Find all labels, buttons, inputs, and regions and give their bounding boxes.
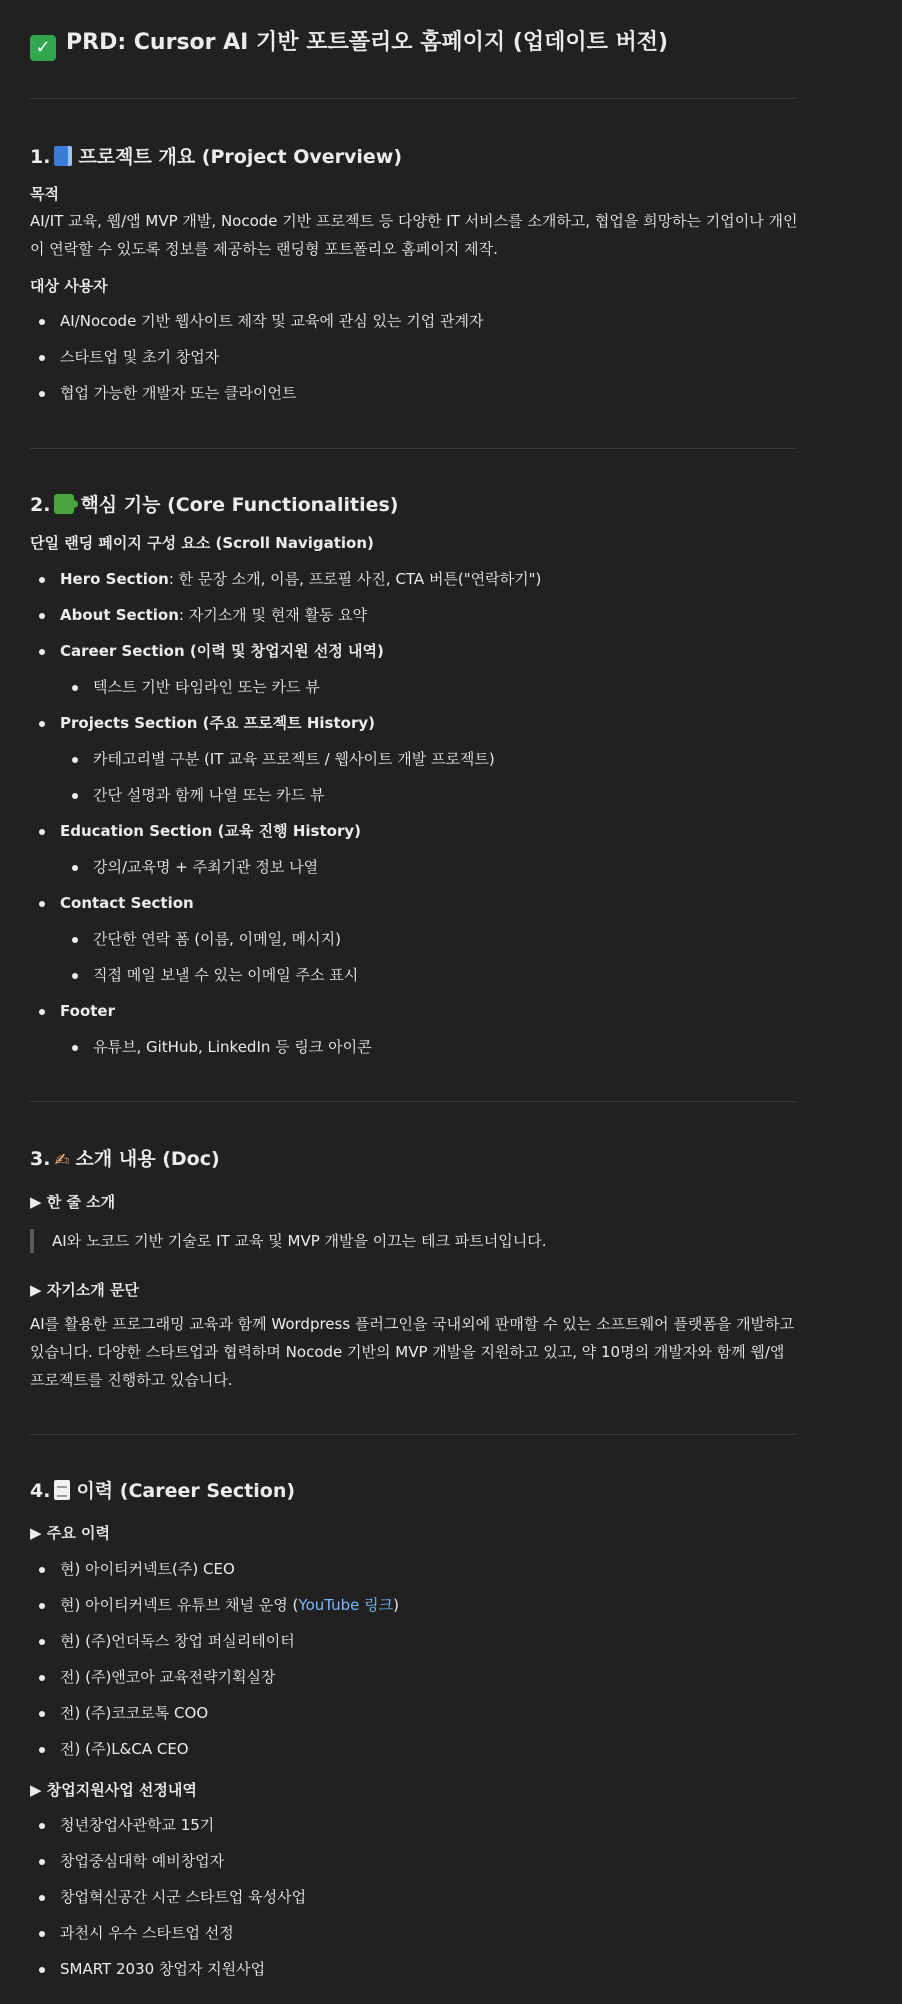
list-item: 강의/교육명 + 주최기관 정보 나열 xyxy=(93,855,318,879)
intro-label: ▶ 자기소개 문단 xyxy=(30,1281,139,1299)
landing-components-label: 단일 랜딩 페이지 구성 요소 (Scroll Navigation) xyxy=(30,534,374,552)
section-heading-career: 4. 이력 (Career Section) xyxy=(30,1480,296,1502)
list-item: 간단한 연락 폼 (이름, 이메일, 메시지) xyxy=(93,927,341,951)
list-item: 창업중심대학 예비창업자 xyxy=(60,1849,224,1873)
list-item: 협업 가능한 개발자 또는 클라이언트 xyxy=(60,381,296,405)
youtube-link[interactable]: YouTube 링크 xyxy=(298,1596,394,1614)
check-mark-icon: ✓ xyxy=(30,35,56,61)
puzzle-piece-icon xyxy=(54,494,74,514)
page-document-icon xyxy=(54,1480,70,1500)
list-item: Footer xyxy=(60,999,115,1023)
list-item: 카테고리별 구분 (IT 교육 프로젝트 / 웹사이트 개발 프로젝트) xyxy=(93,747,495,771)
divider xyxy=(30,448,796,449)
intro-paragraph: AI를 활용한 프로그래밍 교육과 함께 Wordpress 플러그인을 국내외에 판매할 수 있는 소프트웨어 플랫폼을 개발하고 있습니다. 다양한 스타트업과 협력하며 Nocode 기반의 MVP 개발을 지원하고 있고, 약 10명의 개발자와 함께 웹/앱 프로젝트를 진행하고 있습니다. xyxy=(30,1315,795,1389)
list-item: 스타트업 및 초기 창업자 xyxy=(60,345,219,369)
section-heading-overview: 1. 프로젝트 개요 (Project Overview) xyxy=(30,146,403,168)
section-heading-core: 2. 핵심 기능 (Core Functionalities) xyxy=(30,494,399,516)
list-item: 과천시 우수 스타트업 선정 xyxy=(60,1921,234,1945)
blue-book-icon xyxy=(54,146,72,166)
divider xyxy=(30,1434,796,1435)
divider xyxy=(30,1101,796,1102)
oneline-quote: AI와 노코드 기반 기술로 IT 교육 및 MVP 개발을 이끄는 테크 파트너입니다. xyxy=(52,1232,547,1250)
support-label: ▶ 창업지원사업 선정내역 xyxy=(30,1781,197,1799)
page-title: ✓ PRD: Cursor AI 기반 포트폴리오 홈페이지 (업데이트 버전) xyxy=(30,25,668,61)
list-item: About Section: 자기소개 및 현재 활동 요약 xyxy=(60,603,367,627)
list-item: 전) (주)앤코아 교육전략기획실장 xyxy=(60,1665,275,1689)
list-item: Projects Section (주요 프로젝트 History) xyxy=(60,711,375,735)
list-item: 창업혁신공간 시군 스타트업 육성사업 xyxy=(60,1885,306,1909)
audience-label: 대상 사용자 xyxy=(30,277,108,295)
purpose-label: 목적 xyxy=(30,185,59,203)
list-item: Education Section (교육 진행 History) xyxy=(60,819,361,843)
list-item: 전) (주)L&CA CEO xyxy=(60,1737,189,1761)
blockquote-bar xyxy=(30,1229,34,1253)
list-item: 텍스트 기반 타임라인 또는 카드 뷰 xyxy=(93,675,320,699)
list-item: 전) (주)코코로톡 COO xyxy=(60,1701,208,1725)
writing-hand-icon: ✍ xyxy=(54,1150,70,1171)
list-item: Contact Section xyxy=(60,891,194,915)
list-item: 현) 아이티커넥트 유튜브 채널 운영 (YouTube 링크) xyxy=(60,1593,399,1617)
list-item: Hero Section: 한 문장 소개, 이름, 프로필 사진, CTA 버튼("연락하기") xyxy=(60,567,541,591)
list-item: 간단 설명과 함께 나열 또는 카드 뷰 xyxy=(93,783,324,807)
list-item: Career Section (이력 및 창업지원 선정 내역) xyxy=(60,639,384,663)
list-item: SMART 2030 창업자 지원사업 xyxy=(60,1957,265,1981)
list-item: 현) (주)언더독스 창업 퍼실리테이터 xyxy=(60,1629,295,1653)
purpose-text: AI/IT 교육, 웹/앱 MVP 개발, Nocode 기반 프로젝트 등 다양한 IT 서비스를 소개하고, 협업을 희망하는 기업이나 개인이 연락할 수 있도록 정보를 제공하는 랜딩형 포트폴리오 홈페이지 제작. xyxy=(30,212,798,258)
list-item: 청년창업사관학교 15기 xyxy=(60,1813,214,1837)
list-item: 직접 메일 보낼 수 있는 이메일 주소 표시 xyxy=(93,963,358,987)
list-item: 현) 아이티커넥트(주) CEO xyxy=(60,1557,235,1581)
list-item: 유튜브, GitHub, LinkedIn 등 링크 아이콘 xyxy=(93,1035,372,1059)
career-label: ▶ 주요 이력 xyxy=(30,1524,110,1542)
section-heading-intro: 3. ✍ 소개 내용 (Doc) xyxy=(30,1145,220,1175)
oneline-label: ▶ 한 줄 소개 xyxy=(30,1193,116,1211)
divider xyxy=(30,98,796,99)
list-item: AI/Nocode 기반 웹사이트 제작 및 교육에 관심 있는 기업 관계자 xyxy=(60,309,484,333)
